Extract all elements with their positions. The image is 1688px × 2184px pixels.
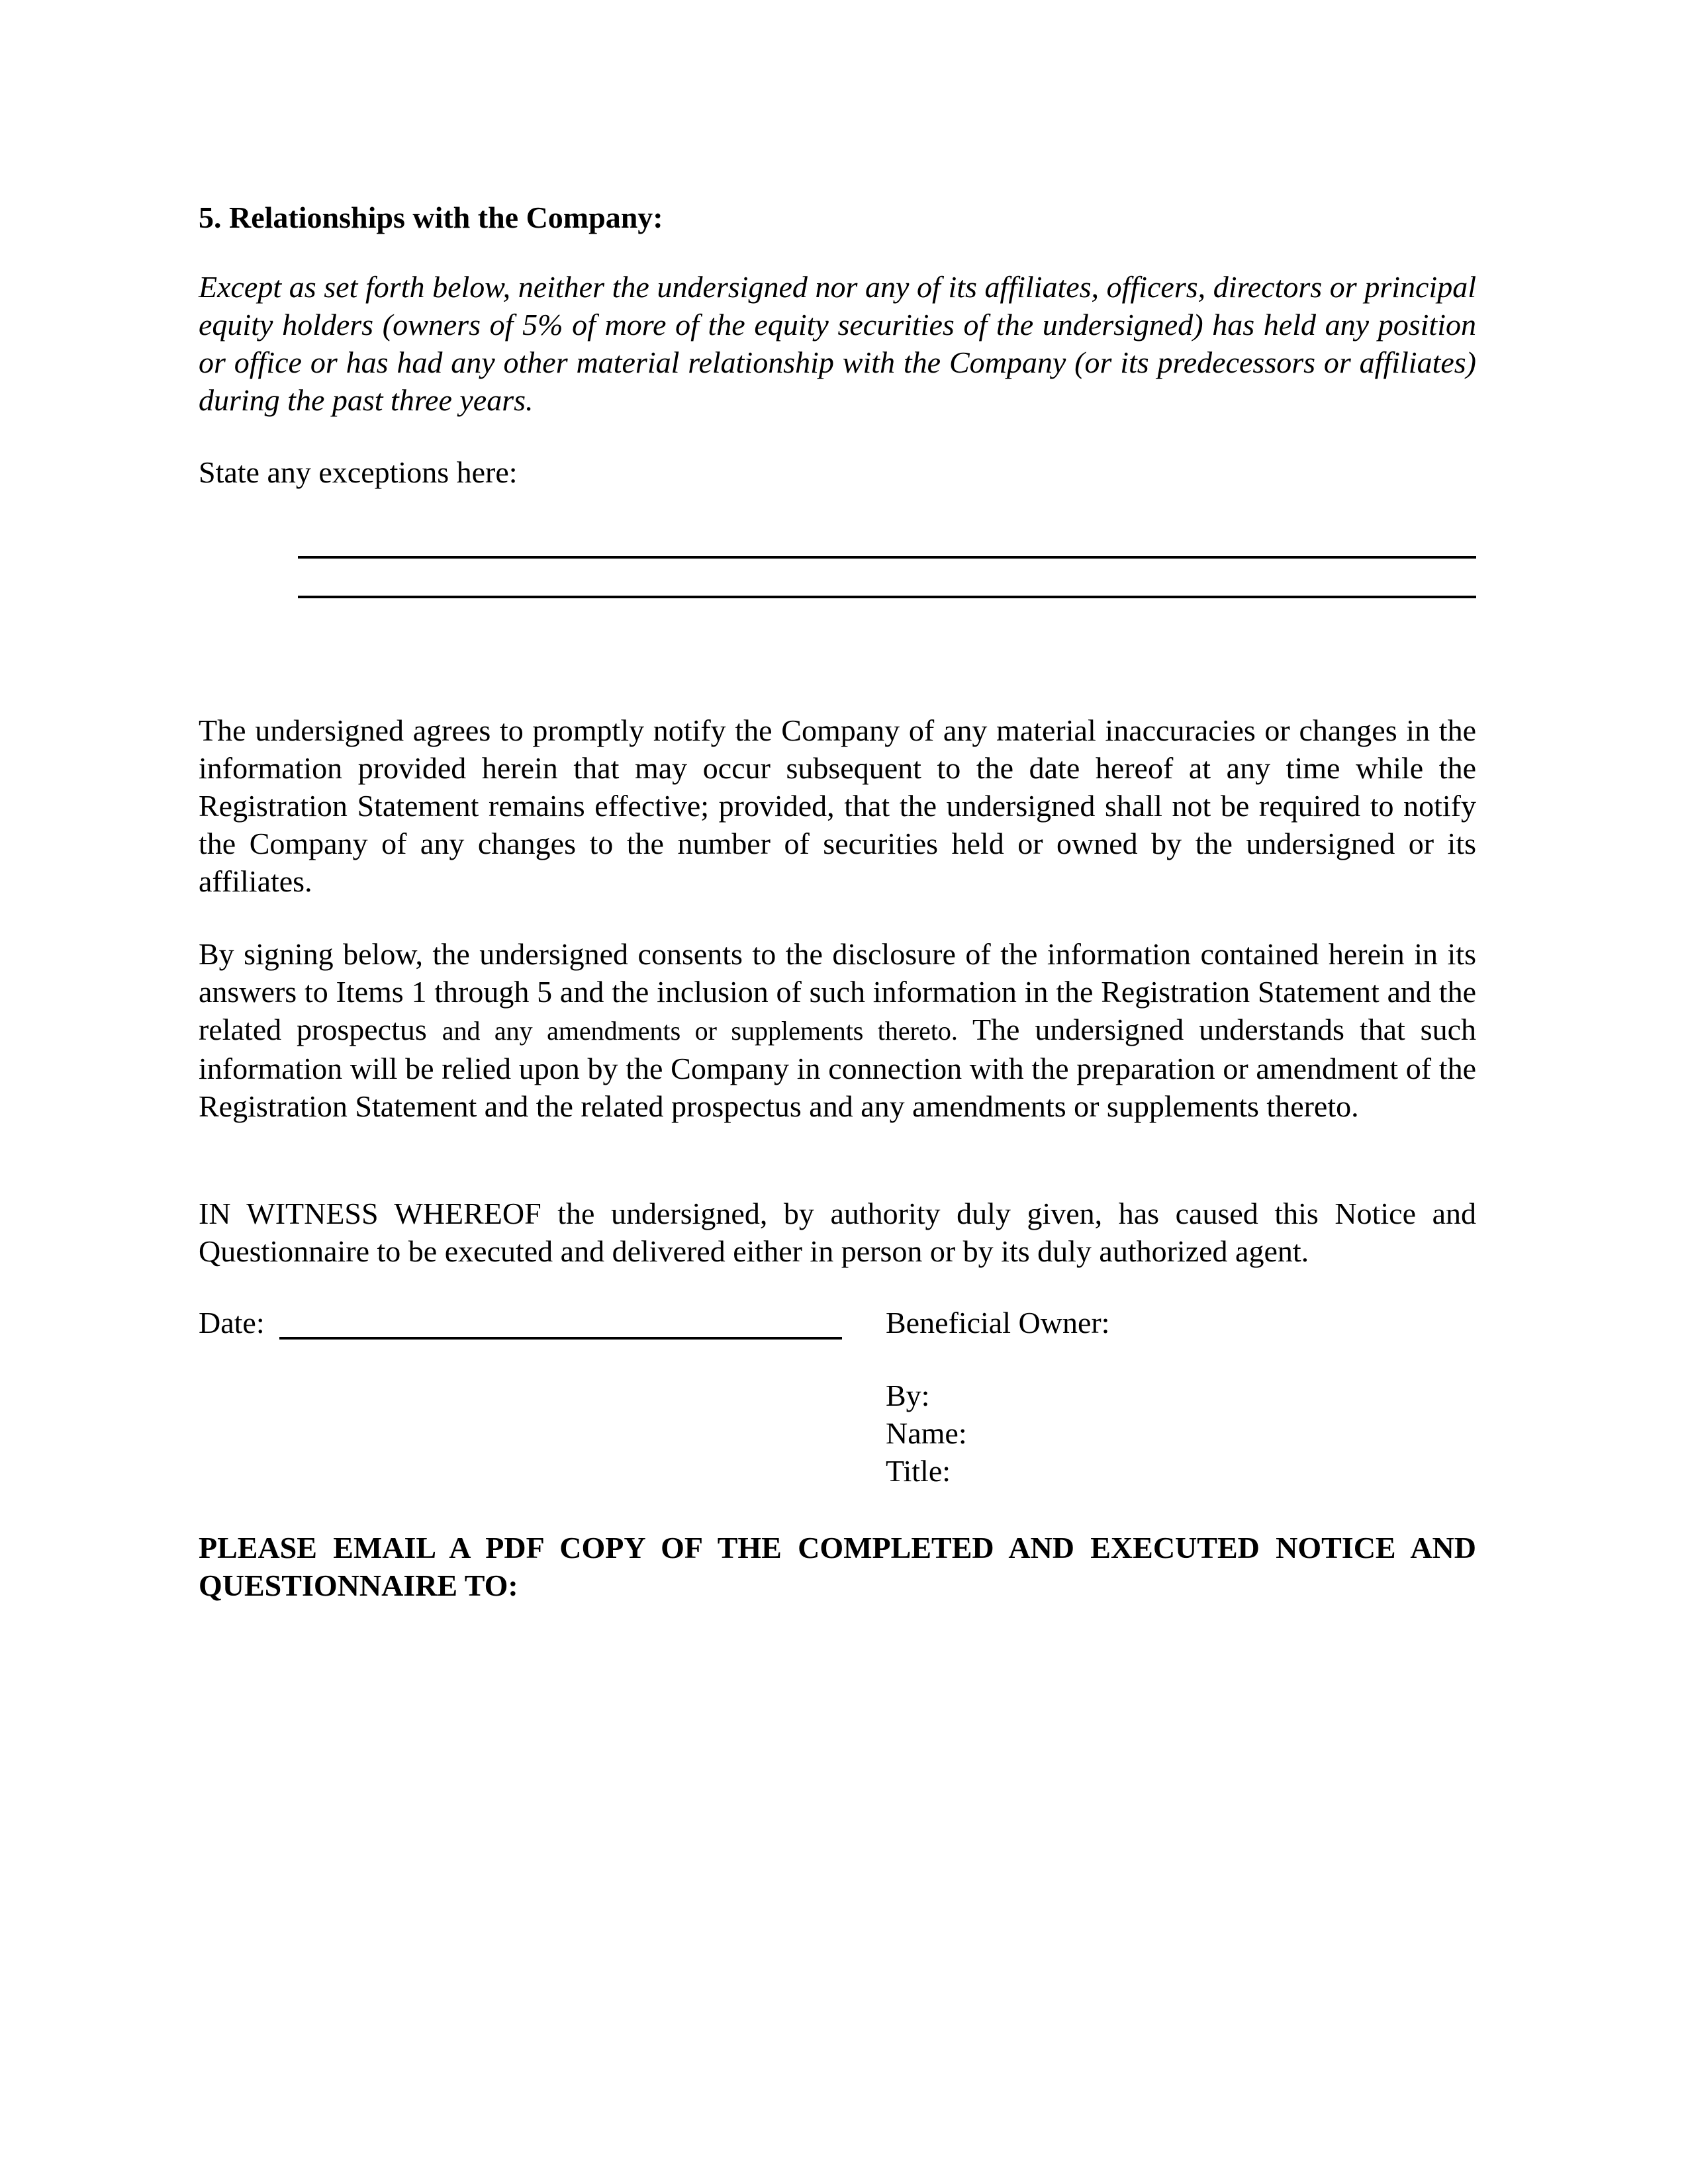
date-field-line[interactable] xyxy=(279,1337,842,1340)
exceptions-label: State any exceptions here: xyxy=(199,455,518,489)
date-label: Date: xyxy=(199,1306,265,1340)
consent-text-end: The undersigned understands that such information will be relied upon by the Company in connection with the preparation or amendment of the Registration Statement and the related prospectus and any amendments or supplements thereto. xyxy=(199,1013,1477,1123)
consent-paragraph xyxy=(199,935,1476,1125)
witness-paragraph: IN WITNESS WHEREOF the undersigned, by authority duly given, has caused this Notice and Questionnaire to be executed and delivered either in person or by its duly authorized agent. xyxy=(199,1197,1476,1268)
email-instruction: PLEASE EMAIL A PDF COPY OF THE COMPLETED AND EXECUTED NOTICE AND QUESTIONNAIRE TO: xyxy=(199,1531,1476,1602)
notification-paragraph: The undersigned agrees to promptly notify the Company of any material inaccuracies or changes in the information provided herein that may occur subsequent to the date hereof at any time while the Registration Statement remains effective; provided, that the undersigned shall not be required to notify the Company of any changes to the number of securities held or owned by the undersigned or its affiliates. xyxy=(199,713,1476,898)
relationship-statement: Except as set forth below, neither the undersigned nor any of its affiliates, officers, directors or principal equity holders (owners of 5% of more of the equity securities of the undersigned) has held any position or office or has had any other material relationship with the Company (or its predecessors or affiliates) during the past three years. xyxy=(199,270,1476,417)
title-label: Title: xyxy=(886,1454,951,1488)
by-label: By: xyxy=(886,1379,930,1412)
consent-text-small: and any amendments or supplements thereto. xyxy=(442,1016,958,1046)
section-heading: 5. Relationships with the Company: xyxy=(199,201,663,234)
exceptions-line-2[interactable] xyxy=(298,596,1476,598)
name-label: Name: xyxy=(886,1416,967,1450)
exceptions-line-1[interactable] xyxy=(298,556,1476,559)
consent-text-start: By signing below, the undersigned consents to the disclosure of the information contained herein in its answers to Items 1 through 5 and the inclusion of such information in the Registration Statement and the related prospectus xyxy=(199,937,1476,1046)
beneficial-owner-label: Beneficial Owner: xyxy=(886,1306,1110,1340)
